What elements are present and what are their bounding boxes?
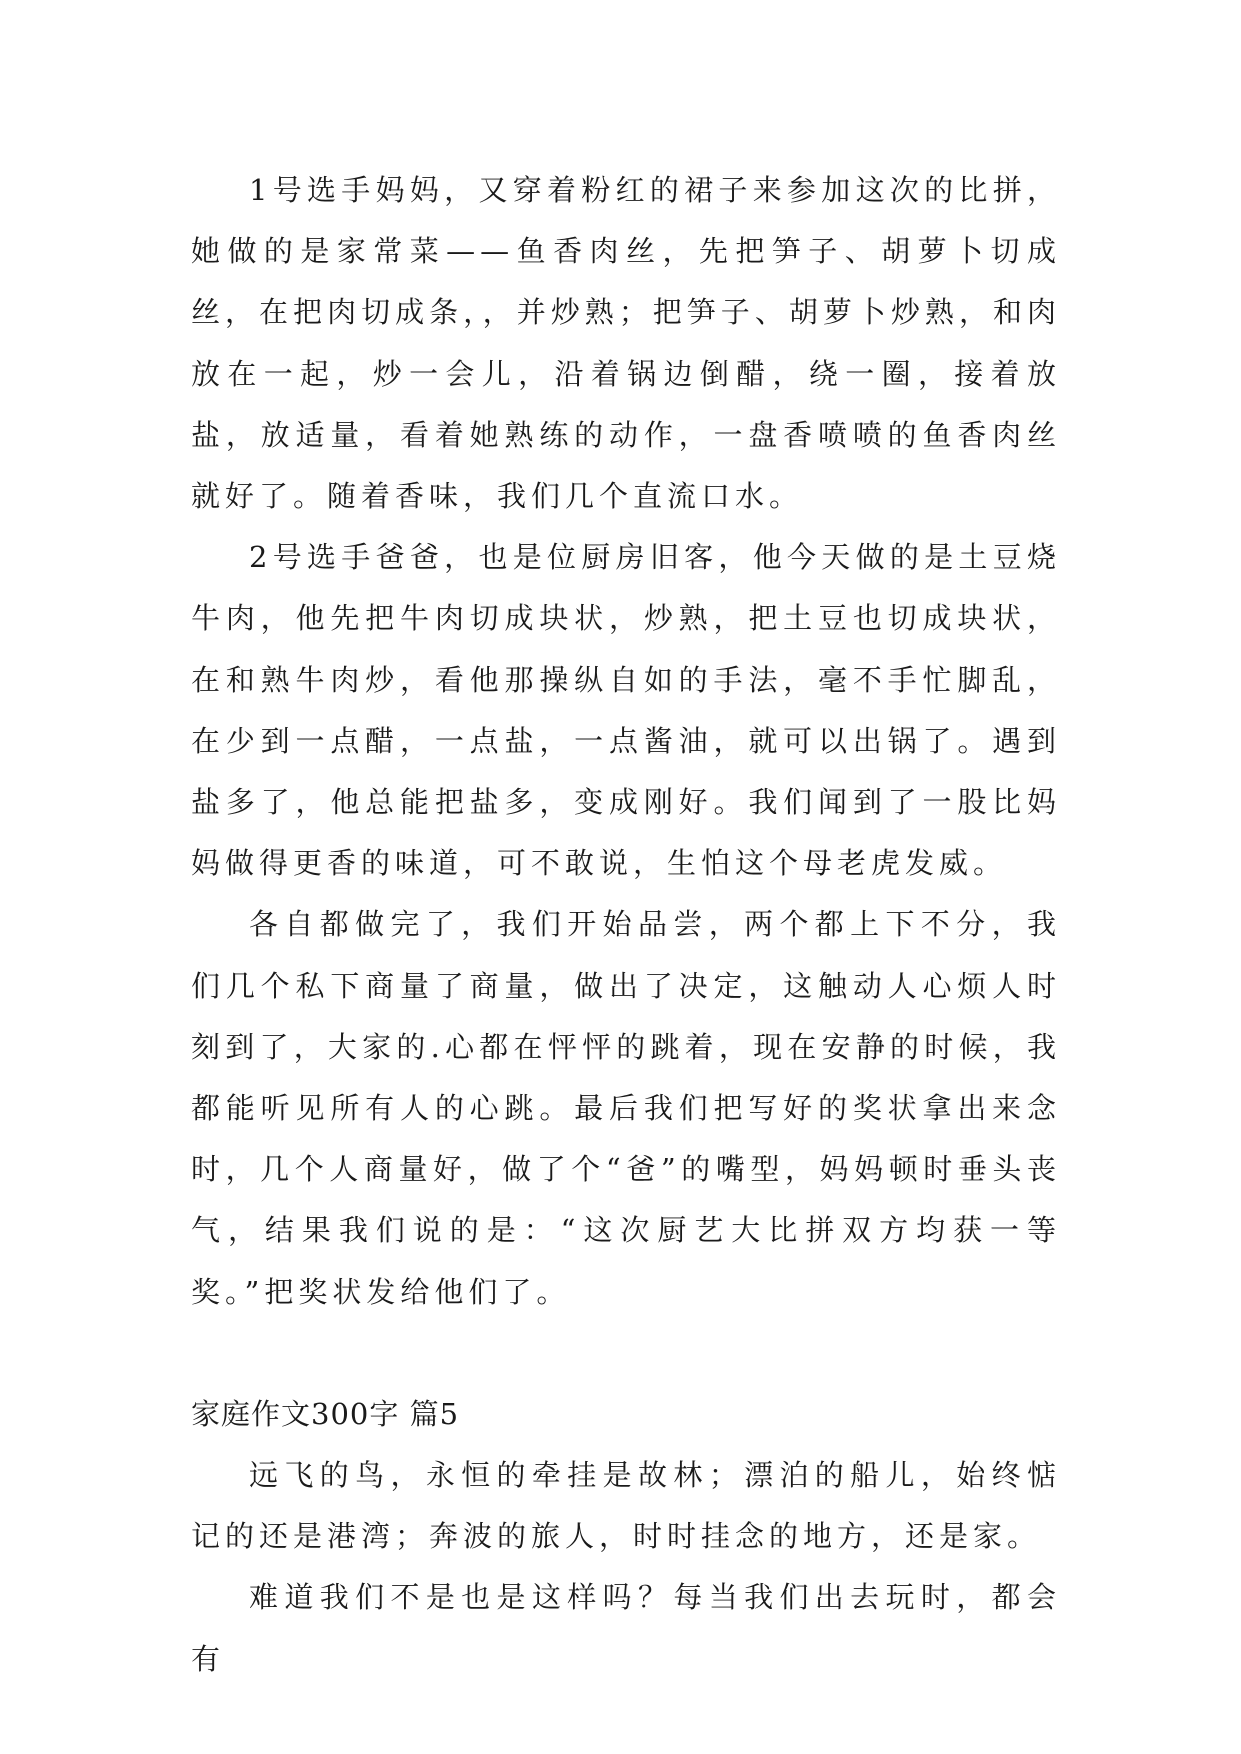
document-body — [191, 160, 1061, 1690]
paragraph-home-intro: 远飞的鸟，永恒的牵挂是故林；漂泊的船儿，始终惦记的还是港湾；奔波的旅人，时时挂念的地方，还是家。 — [191, 1458, 1061, 1554]
paragraph-result: 各自都做完了，我们开始品尝，两个都上下不分，我们几个私下商量了商量，做出了决定，这触动人心烦人时刻到了，大家的.心都在怦怦的跳着，现在安静的时候，我都能听见所有人的心跳。最后我们把写好的奖状拿出来念时，几个人商量好，做了个“爸”的嘴型，妈妈顿时垂头丧气，结果我们说的是：“这次厨艺大比拼双方均获一等奖。”把奖状发给他们了。 — [191, 907, 1061, 1309]
section-heading: 家庭作文300字 篇5 — [191, 1396, 460, 1431]
paragraph-mom-dish: 1号选手妈妈，又穿着粉红的裙子来参加这次的比拼，她做的是家常菜——鱼香肉丝，先把笋子、胡萝卜切成丝，在把肉切成条，，并炒熟；把笋子、胡萝卜炒熟，和肉放在一起，炒一会儿，沿着锅边倒醋，绕一圈，接着放盐，放适量，看着她熟练的动作，一盘香喷喷的鱼香肉丝就好了。随着香味，我们几个直流口水。 — [191, 173, 1061, 514]
paragraph-home-continued: 难道我们不是也是这样吗？每当我们出去玩时，都会有 — [191, 1580, 1061, 1676]
paragraph-dad-dish: 2号选手爸爸，也是位厨房旧客，他今天做的是土豆烧牛肉，他先把牛肉切成块状，炒熟，把土豆也切成块状，在和熟牛肉炒，看他那操纵自如的手法，毫不手忙脚乱，在少到一点醋，一点盐，一点酱油，就可以出锅了。遇到盐多了，他总能把盐多，变成刚好。我们闻到了一股比妈妈做得更香的味道，可不敢说，生怕这个母老虎发威。 — [191, 540, 1061, 881]
